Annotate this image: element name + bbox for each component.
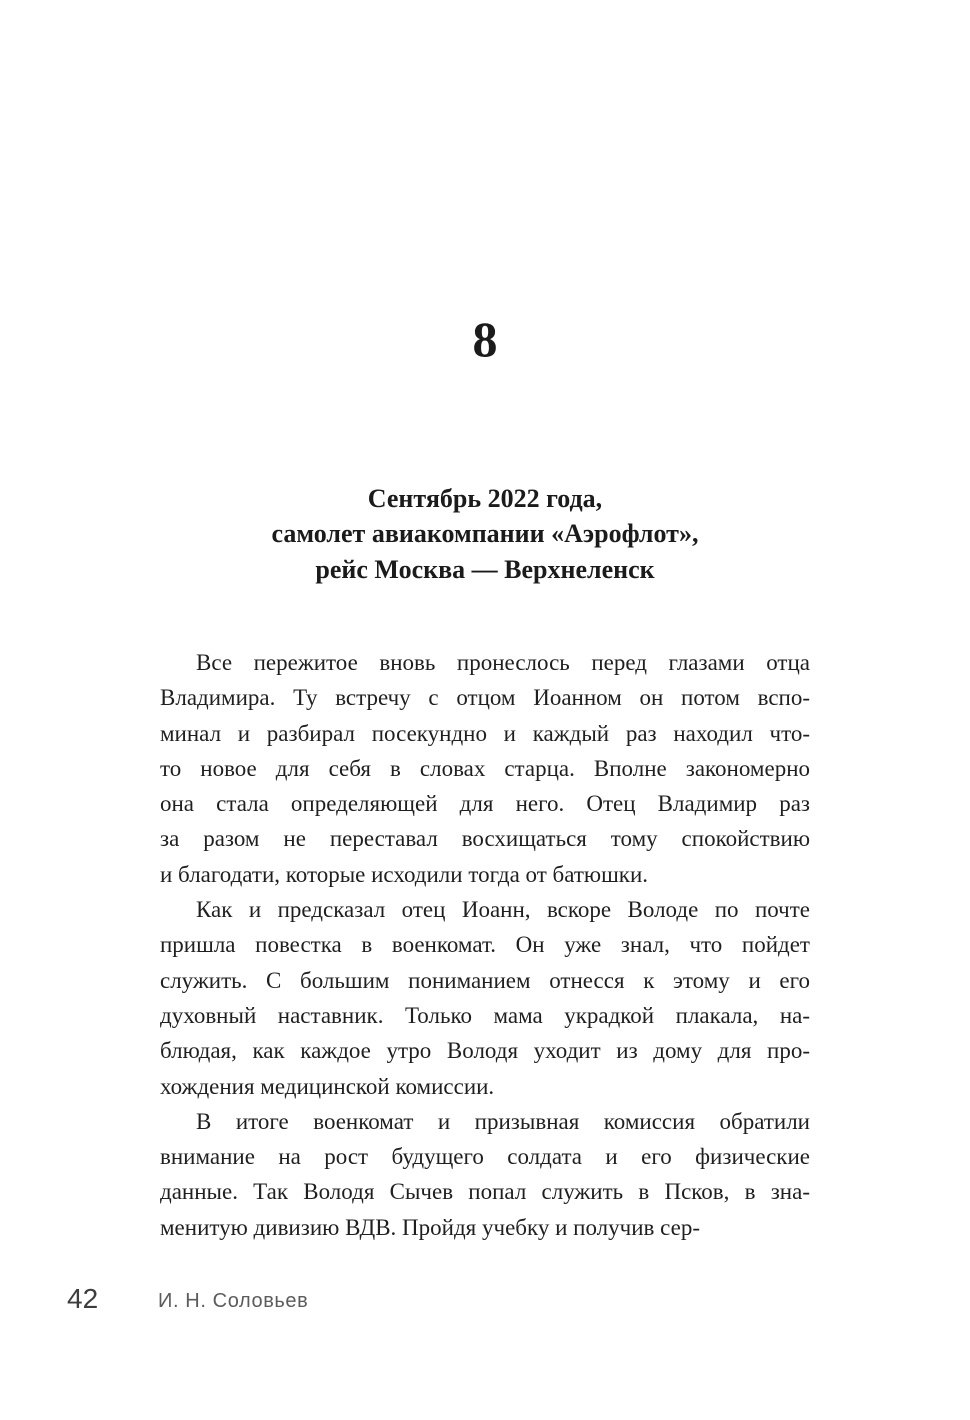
body-line: служить. С большим пониманием отнесся к этому и его — [160, 967, 810, 993]
body-line: менитую дивизию ВДВ. Пройдя учебку и получив сер- — [160, 1214, 700, 1240]
section-heading — [110, 481, 860, 587]
body-text — [160, 645, 810, 1245]
heading-line: Сентябрь 2022 года, — [367, 484, 603, 513]
body-line: Владимира. Ту встречу с отцом Иоанном он потом вспо- — [160, 685, 810, 711]
body-line: блюдая, как каждое утро Володя уходит из дому для про- — [160, 1038, 810, 1064]
body-line: данные. Так Володя Сычев попал служить в Псков, в зна- — [160, 1179, 810, 1205]
page-number: 42 — [67, 1283, 99, 1314]
page-footer — [0, 1283, 970, 1323]
body-line: Как и предсказал отец Иоанн, вскоре Володе по почте — [196, 897, 810, 923]
body-line: В итоге военкомат и призывная комиссия обратили — [196, 1108, 810, 1134]
body-line: духовный наставник. Только мама украдкой плакала, на- — [160, 1002, 810, 1028]
body-line: минал и разбирал посекундно и каждый раз находил что- — [160, 720, 810, 746]
body-line: внимание на рост будущего солдата и его физические — [160, 1144, 810, 1170]
body-line: Все пережитое вновь пронеслось перед глазами отца — [196, 650, 810, 675]
body-line: и благодати, которые исходили тогда от батюшки. — [160, 861, 649, 887]
chapter-number: 8 — [472, 311, 498, 367]
body-line: она стала определяющей для него. Отец Владимир раз — [160, 791, 810, 817]
body-line: пришла повестка в военкомат. Он уже знал, что пойдет — [160, 932, 810, 958]
heading-line: самолет авиакомпании «Аэрофлот», — [271, 519, 699, 549]
heading-line: рейс Москва — Верхнеленск — [315, 554, 655, 584]
body-line: то новое для себя в словах старца. Вполне закономерно — [160, 755, 810, 781]
body-line: хождения медицинской комиссии. — [160, 1073, 495, 1099]
body-line: за разом не переставал восхищаться тому спокойствию — [160, 826, 810, 852]
running-title: И. Н. Соловьев — [158, 1290, 309, 1312]
